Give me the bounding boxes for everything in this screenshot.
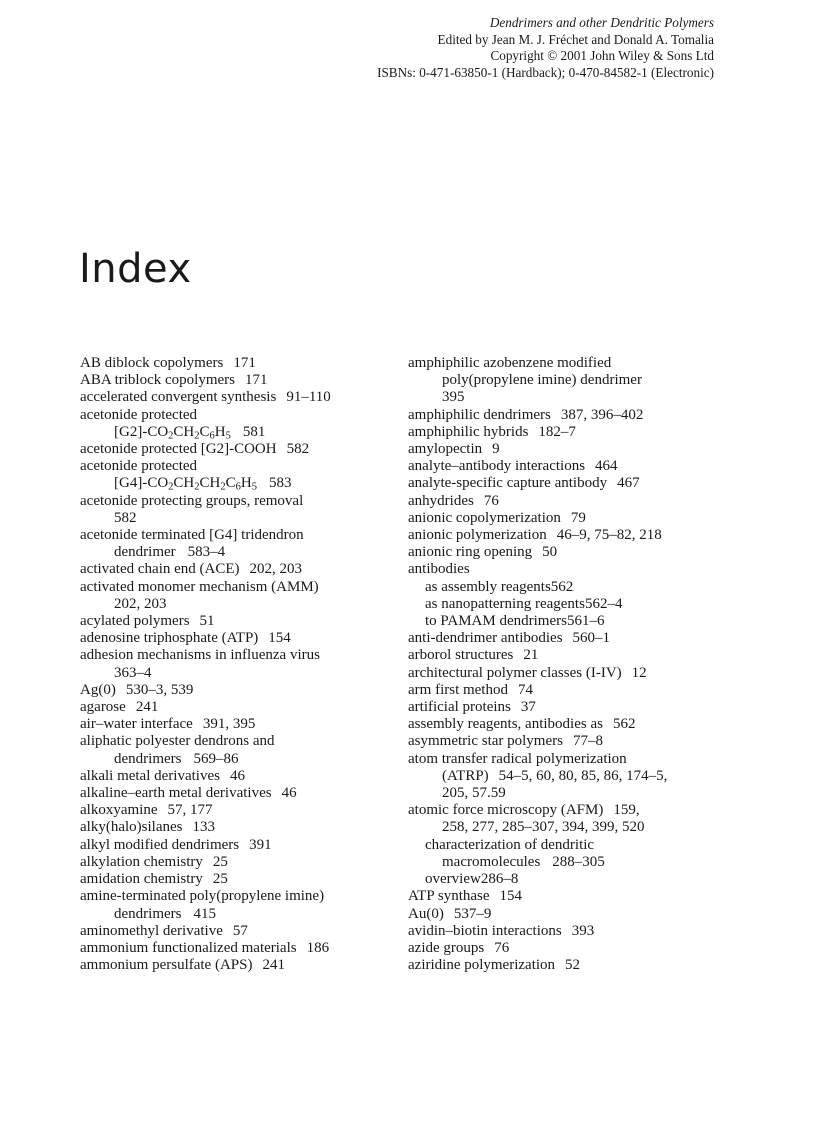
index-entry <box>408 493 738 510</box>
index-term: agarose <box>80 699 126 716</box>
index-entry <box>408 682 738 699</box>
index-entry <box>408 699 738 716</box>
index-entry <box>80 802 400 819</box>
index-entry <box>80 716 400 733</box>
chemical-formula: $_2CH_2CH_2C_6H_5$ <box>168 475 257 494</box>
index-term: alkoxyamine <box>80 802 158 819</box>
index-subterm: characterization of dendritic <box>425 836 595 853</box>
index-term: Ag(0) <box>80 681 116 698</box>
index-continuation <box>408 819 738 836</box>
index-term: analyte–antibody interactions <box>408 458 586 475</box>
index-pages: 79 <box>570 509 586 526</box>
index-continuation <box>80 544 400 561</box>
index-continuation <box>408 768 738 785</box>
index-term: alkali metal derivatives <box>80 767 220 784</box>
index-term: atomic force microscopy (AFM) <box>408 802 604 819</box>
index-term: air–water interface <box>80 716 193 733</box>
index-entry <box>408 424 738 441</box>
book-editors: Edited by Jean M. J. Fréchet and Donald A. Tomalia <box>437 31 714 47</box>
index-entry <box>80 837 400 854</box>
index-pages: 241 <box>135 699 159 716</box>
index-continuation <box>80 510 400 527</box>
index-entry <box>408 441 738 458</box>
index-entry <box>408 355 738 372</box>
index-entry <box>408 561 738 578</box>
index-pages: 186 <box>306 939 330 956</box>
index-pages: 286–8 <box>480 871 519 888</box>
index-continuation <box>80 751 400 768</box>
index-entry <box>408 665 738 682</box>
index-pages: 391 <box>249 836 272 853</box>
index-pages: 561–6 <box>566 613 605 630</box>
index-term: acetonide protecting groups, removal <box>80 492 304 509</box>
index-subentry <box>408 613 738 630</box>
index-pages: 387, 396–402 <box>560 406 644 423</box>
index-entry <box>80 957 400 974</box>
index-subterm: as assembly reagents <box>425 578 551 595</box>
index-entry <box>80 923 400 940</box>
index-term: aliphatic polyester dendrons and <box>80 733 275 750</box>
index-entry <box>80 888 400 905</box>
index-pages: 464 <box>595 458 618 475</box>
index-subentry <box>408 871 738 888</box>
index-entry <box>80 407 400 424</box>
index-entry <box>80 871 400 888</box>
index-entry <box>408 802 738 819</box>
index-pages: 530–3, 539 <box>125 681 194 698</box>
index-term: amphiphilic dendrimers <box>408 406 551 423</box>
index-term: amphiphilic hybrids <box>408 423 529 440</box>
index-entry <box>408 716 738 733</box>
index-term: ammonium persulfate (APS) <box>80 957 253 974</box>
index-term: AB diblock copolymers <box>80 355 224 371</box>
index-term: architectural polymer classes (I-IV) <box>408 664 622 681</box>
index-pages: 133 <box>192 819 215 836</box>
index-pages: 9 <box>492 441 500 458</box>
index-continuation-text: 363–4 <box>114 664 152 681</box>
index-continuation <box>408 854 738 871</box>
index-continuation-text: dendrimers <box>114 905 182 922</box>
index-continuation <box>80 906 400 923</box>
index-pages: 415 <box>193 905 216 922</box>
index-pages: 182–7 <box>538 423 576 440</box>
index-entry <box>408 510 738 527</box>
index-continuation-text: 258, 277, 285–307, 394, 399, 520 <box>442 819 645 836</box>
index-pages: 393 <box>571 922 595 939</box>
index-subentry <box>408 579 738 596</box>
index-continuation <box>408 389 738 406</box>
index-pages: 171 <box>233 355 256 371</box>
index-entry <box>80 493 400 510</box>
index-entry <box>408 544 738 561</box>
index-pages: 91–110 <box>286 389 331 406</box>
index-term: anhydrides <box>408 492 474 509</box>
index-column-right <box>408 355 738 974</box>
index-term: arm first method <box>408 681 508 698</box>
index-term: alkyl modified dendrimers <box>80 836 240 853</box>
index-term: avidin–biotin interactions <box>408 922 562 939</box>
index-entry <box>408 458 738 475</box>
index-pages: 21 <box>523 647 539 664</box>
index-entry <box>80 682 400 699</box>
index-entry <box>80 355 400 372</box>
index-pages: 171 <box>244 372 268 389</box>
index-entry <box>408 647 738 664</box>
index-continuation-text: poly(propylene imine) dendrimer <box>442 372 642 389</box>
index-entry <box>408 751 738 768</box>
index-continuation <box>408 785 738 802</box>
index-entry <box>80 561 400 578</box>
index-entry <box>80 854 400 871</box>
index-entry <box>408 475 738 492</box>
index-entry <box>80 527 400 544</box>
index-entry <box>80 785 400 802</box>
index-continuation-text: macromolecules <box>442 853 541 870</box>
index-pages: 583–4 <box>187 544 226 561</box>
index-pages: 288–305 <box>552 853 605 870</box>
index-term: acetonide protected [G2]-COOH <box>80 441 277 458</box>
index-continuation <box>80 475 400 492</box>
book-header <box>377 15 714 81</box>
index-entry <box>408 407 738 424</box>
index-entry <box>80 372 400 389</box>
index-entry <box>408 940 738 957</box>
index-entry <box>80 613 400 630</box>
index-entry <box>80 699 400 716</box>
index-continuation-text: 205, 57.59 <box>442 785 506 802</box>
page-title: Index <box>79 246 192 292</box>
index-term: ATP synthase <box>408 888 490 905</box>
index-pages: 77–8 <box>572 733 603 750</box>
index-pages: 241 <box>262 957 285 974</box>
index-entry <box>80 647 400 664</box>
index-entry <box>80 458 400 475</box>
index-pages: 76 <box>483 492 499 509</box>
index-term: acetonide protected <box>80 458 198 475</box>
index-pages: 560–1 <box>572 630 611 647</box>
index-term: adenosine triphosphate (ATP) <box>80 630 259 647</box>
index-continuation <box>80 665 400 682</box>
index-term: anionic ring opening <box>408 544 533 561</box>
index-term: acetonide terminated [G4] tridendron <box>80 527 304 544</box>
index-term: amidation chemistry <box>80 871 203 888</box>
index-pages: 50 <box>542 544 558 561</box>
index-pages: 154 <box>268 630 291 647</box>
index-pages: 583 <box>268 475 292 492</box>
index-term: assembly reagents, antibodies as <box>408 716 603 733</box>
index-pages: 562 <box>612 716 636 733</box>
index-subterm: as nanopatterning reagents <box>425 595 585 612</box>
chemical-formula: $_2CH_2C_6H_5$ <box>168 423 231 442</box>
index-entry <box>80 579 400 596</box>
index-entry <box>80 630 400 647</box>
index-pages: 582 <box>286 441 310 458</box>
index-pages: 25 <box>212 871 228 888</box>
index-pages: 569–86 <box>193 750 239 767</box>
index-term: asymmetric star polymers <box>408 733 563 750</box>
index-entry <box>80 733 400 750</box>
index-entry <box>408 888 738 905</box>
index-pages: 76 <box>494 939 510 956</box>
index-entry <box>80 940 400 957</box>
index-term: accelerated convergent synthesis <box>80 389 277 406</box>
index-pages: 52 <box>565 957 581 974</box>
index-pages: 57 <box>232 922 248 939</box>
index-column-left <box>80 355 400 974</box>
index-continuation-text: 582 <box>114 509 137 526</box>
index-term: alkaline–earth metal derivatives <box>80 785 272 802</box>
index-pages: 159, <box>613 802 640 819</box>
index-term: antibodies <box>408 561 470 578</box>
book-copyright: Copyright © 2001 John Wiley & Sons Ltd <box>490 48 714 63</box>
index-term: atom transfer radical polymerization <box>408 750 627 767</box>
index-pages: 46 <box>281 785 297 802</box>
index-continuation-text: dendrimers <box>114 750 182 767</box>
index-continuation <box>408 372 738 389</box>
index-term: analyte-specific capture antibody <box>408 475 608 492</box>
index-pages: 46 <box>229 767 245 784</box>
index-term: adhesion mechanisms in influenza virus <box>80 647 320 664</box>
index-term: anionic copolymerization <box>408 509 561 526</box>
index-pages: 154 <box>499 888 523 905</box>
index-term: arborol structures <box>408 647 514 664</box>
index-term: Au(0) <box>408 905 444 922</box>
index-term: amphiphilic azobenzene modified <box>408 355 612 371</box>
index-pages: 74 <box>517 681 533 698</box>
index-subterm: to PAMAM dendrimers <box>425 613 567 630</box>
index-pages: 391, 395 <box>202 716 256 733</box>
index-entry <box>408 957 738 974</box>
index-term: activated monomer mechanism (AMM) <box>80 578 319 595</box>
index-pages: 202, 203 <box>249 561 303 578</box>
index-term: ammonium functionalized materials <box>80 939 297 956</box>
index-pages: 467 <box>617 475 640 492</box>
index-entry <box>408 733 738 750</box>
index-continuation-text: 395 <box>442 389 465 406</box>
book-title: Dendrimers and other Dendritic Polymers <box>489 15 714 30</box>
index-continuation-text: [G4]-CO <box>114 475 169 492</box>
index-term: ABA triblock copolymers <box>80 372 235 389</box>
index-continuation <box>80 424 400 441</box>
index-pages: 562–4 <box>584 595 623 612</box>
index-term: alky(halo)silanes <box>80 819 183 836</box>
index-pages: 37 <box>520 699 536 716</box>
index-term: anti-dendrimer antibodies <box>408 630 563 647</box>
index-term: aziridine polymerization <box>408 957 556 974</box>
index-subentry <box>408 837 738 854</box>
index-continuation-text: dendrimer <box>114 544 176 561</box>
index-pages: 12 <box>631 664 647 681</box>
index-pages: 581 <box>242 423 266 440</box>
index-continuation-text: [G2]-CO <box>114 423 169 440</box>
index-entry <box>408 630 738 647</box>
index-pages: 46–9, 75–82, 218 <box>556 527 662 544</box>
index-term: acylated polymers <box>80 613 190 630</box>
index-subterm: overview <box>425 871 481 888</box>
index-continuation-text: 202, 203 <box>114 595 167 612</box>
index-entry <box>408 923 738 940</box>
index-pages: 51 <box>199 613 215 630</box>
index-term: anionic polymerization <box>408 527 547 544</box>
index-pages: 537–9 <box>453 905 492 922</box>
index-pages: 57, 177 <box>167 802 213 819</box>
index-term: aminomethyl derivative <box>80 922 223 939</box>
index-entry <box>80 819 400 836</box>
index-continuation <box>80 596 400 613</box>
index-pages: 562 <box>550 578 574 595</box>
index-term: amylopectin <box>408 441 483 458</box>
index-entry <box>408 527 738 544</box>
index-continuation-text: (ATRP) <box>442 767 489 784</box>
index-entry <box>80 768 400 785</box>
index-pages: 54–5, 60, 80, 85, 86, 174–5, <box>498 767 668 784</box>
index-term: acetonide protected <box>80 406 198 423</box>
index-term: activated chain end (ACE) <box>80 561 240 578</box>
index-entry <box>408 906 738 923</box>
index-term: artificial proteins <box>408 699 511 716</box>
index-subentry <box>408 596 738 613</box>
index-term: azide groups <box>408 939 485 956</box>
index-pages: 25 <box>212 853 228 870</box>
index-term: amine-terminated poly(propylene imine) <box>80 888 325 905</box>
book-isbns: ISBNs: 0-471-63850-1 (Hardback); 0-470-84582-1 (Electronic) <box>377 64 714 80</box>
index-term: alkylation chemistry <box>80 853 203 870</box>
index-entry <box>80 441 400 458</box>
index-entry <box>80 389 400 406</box>
